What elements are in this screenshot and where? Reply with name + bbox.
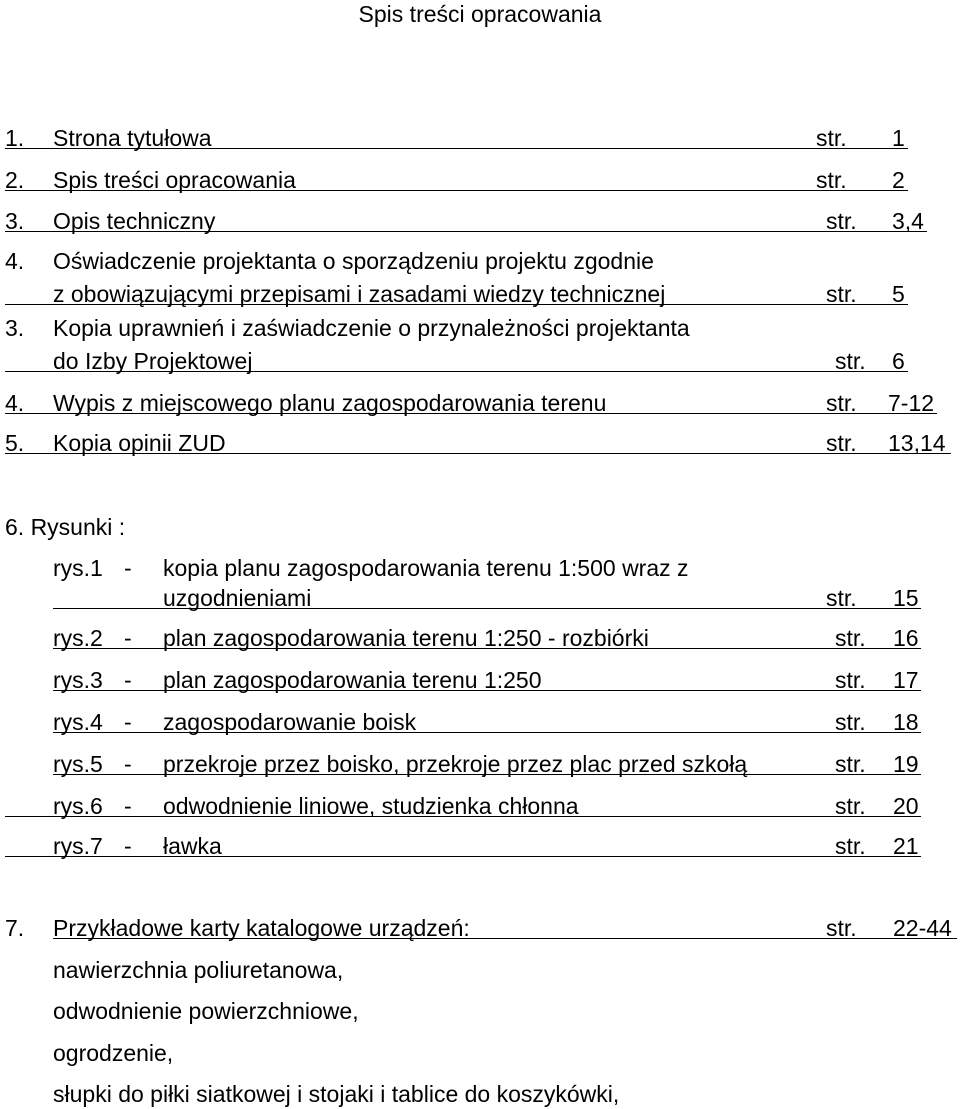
- drawing-page: 18: [893, 709, 919, 735]
- drawing-page: 21: [893, 833, 919, 859]
- drawing-str-label: str.: [835, 625, 866, 651]
- drawing-title: ławka: [163, 833, 222, 859]
- underline: [53, 938, 957, 939]
- drawing-title-line2: uzgodnieniami: [163, 585, 312, 611]
- drawing-title: plan zagospodarowania terenu 1:250 - rozbiórki: [163, 625, 649, 651]
- catalog-item: odwodnienie powierzchniowe,: [53, 998, 359, 1024]
- drawing-page: 16: [893, 625, 919, 651]
- toc-page: 3,4: [892, 208, 924, 234]
- drawing-dash: -: [124, 667, 132, 693]
- drawing-label: rys.5: [53, 751, 103, 777]
- drawing-str-label: str.: [835, 793, 866, 819]
- drawing-label: rys.2: [53, 625, 103, 651]
- catalog-page: 22-44: [893, 915, 952, 941]
- drawing-dash: -: [124, 625, 132, 651]
- catalog-number: 7.: [5, 915, 25, 941]
- underline: [53, 732, 921, 733]
- toc-str-label: str.: [835, 348, 866, 374]
- drawing-page: 17: [893, 667, 919, 693]
- underline: [53, 690, 921, 691]
- toc-title: Opis techniczny: [53, 208, 216, 234]
- toc-title-line2: do Izby Projektowej: [53, 348, 253, 374]
- drawing-page: 20: [893, 793, 919, 819]
- toc-title: Wypis z miejscowego planu zagospodarowania terenu: [53, 390, 607, 416]
- drawing-dash: -: [124, 709, 132, 735]
- catalog-str-label: str.: [826, 915, 857, 941]
- underline: [5, 231, 927, 232]
- toc-title-line1: Kopia uprawnień i zaświadczenie o przynależności projektanta: [53, 315, 690, 341]
- toc-page: 13,14: [888, 430, 946, 456]
- toc-page: 6: [892, 348, 905, 374]
- underline: [5, 371, 908, 372]
- drawing-title: plan zagospodarowania terenu 1:250: [163, 667, 542, 693]
- drawing-dash: -: [124, 555, 132, 581]
- underline: [53, 648, 921, 649]
- drawings-heading: 6. Rysunki :: [5, 514, 126, 540]
- catalog-item: nawierzchnia poliuretanowa,: [53, 957, 344, 983]
- toc-str-label: str.: [826, 390, 857, 416]
- drawing-str-label: str.: [835, 751, 866, 777]
- toc-number: 4.: [5, 390, 25, 416]
- toc-title-line2: z obowiązującymi przepisami i zasadami wiedzy technicznej: [53, 281, 666, 307]
- catalog-title: Przykładowe karty katalogowe urządzeń:: [53, 915, 470, 941]
- underline: [5, 856, 921, 857]
- underline: [5, 453, 951, 454]
- underline: [53, 774, 921, 775]
- catalog-item: słupki do piłki siatkowej i stojaki i tablice do koszykówki,: [53, 1081, 620, 1107]
- toc-str-label: str.: [816, 167, 847, 193]
- toc-title: Spis treści opracowania: [53, 167, 296, 193]
- drawing-title: odwodnienie liniowe, studzienka chłonna: [163, 793, 579, 819]
- drawing-label: rys.4: [53, 709, 103, 735]
- drawing-title: zagospodarowanie boisk: [163, 709, 417, 735]
- toc-str-label: str.: [826, 281, 857, 307]
- underline: [5, 304, 908, 305]
- drawing-page: 15: [893, 585, 919, 611]
- toc-page: 7-12: [888, 390, 935, 416]
- drawing-dash: -: [124, 751, 132, 777]
- drawing-str-label: str.: [826, 585, 857, 611]
- toc-str-label: str.: [826, 430, 857, 456]
- toc-page: 5: [892, 281, 905, 307]
- underline: [5, 816, 921, 817]
- underline: [5, 190, 908, 191]
- page-title: Spis treści opracowania: [358, 1, 602, 27]
- drawing-page: 19: [893, 751, 919, 777]
- underline: [5, 148, 908, 149]
- toc-str-label: str.: [816, 125, 847, 151]
- toc-number: 4.: [5, 248, 25, 274]
- drawing-str-label: str.: [835, 833, 866, 859]
- drawing-title: przekroje przez boisko, przekroje przez plac przed szkołą: [163, 751, 748, 777]
- toc-number: 1.: [5, 125, 25, 151]
- drawing-str-label: str.: [835, 709, 866, 735]
- toc-page: 1: [892, 125, 905, 151]
- drawing-label: rys.7: [53, 833, 103, 859]
- drawing-label: rys.6: [53, 793, 103, 819]
- drawing-str-label: str.: [835, 667, 866, 693]
- underline: [53, 608, 921, 609]
- drawing-dash: -: [124, 793, 132, 819]
- drawing-dash: -: [124, 833, 132, 859]
- toc-number: 3.: [5, 315, 25, 341]
- toc-title: Kopia opinii ZUD: [53, 430, 226, 456]
- toc-number: 2.: [5, 167, 25, 193]
- drawing-title-line1: kopia planu zagospodarowania terenu 1:500 wraz z: [163, 555, 689, 581]
- toc-str-label: str.: [826, 208, 857, 234]
- drawing-label: rys.1: [53, 555, 103, 581]
- toc-number: 3.: [5, 208, 25, 234]
- toc-number: 5.: [5, 430, 25, 456]
- underline: [5, 413, 937, 414]
- toc-title: Strona tytułowa: [53, 125, 212, 151]
- toc-title-line1: Oświadczenie projektanta o sporządzeniu projektu zgodnie: [53, 248, 654, 274]
- catalog-item: ogrodzenie,: [53, 1040, 174, 1066]
- toc-page: 2: [892, 167, 905, 193]
- drawing-label: rys.3: [53, 667, 103, 693]
